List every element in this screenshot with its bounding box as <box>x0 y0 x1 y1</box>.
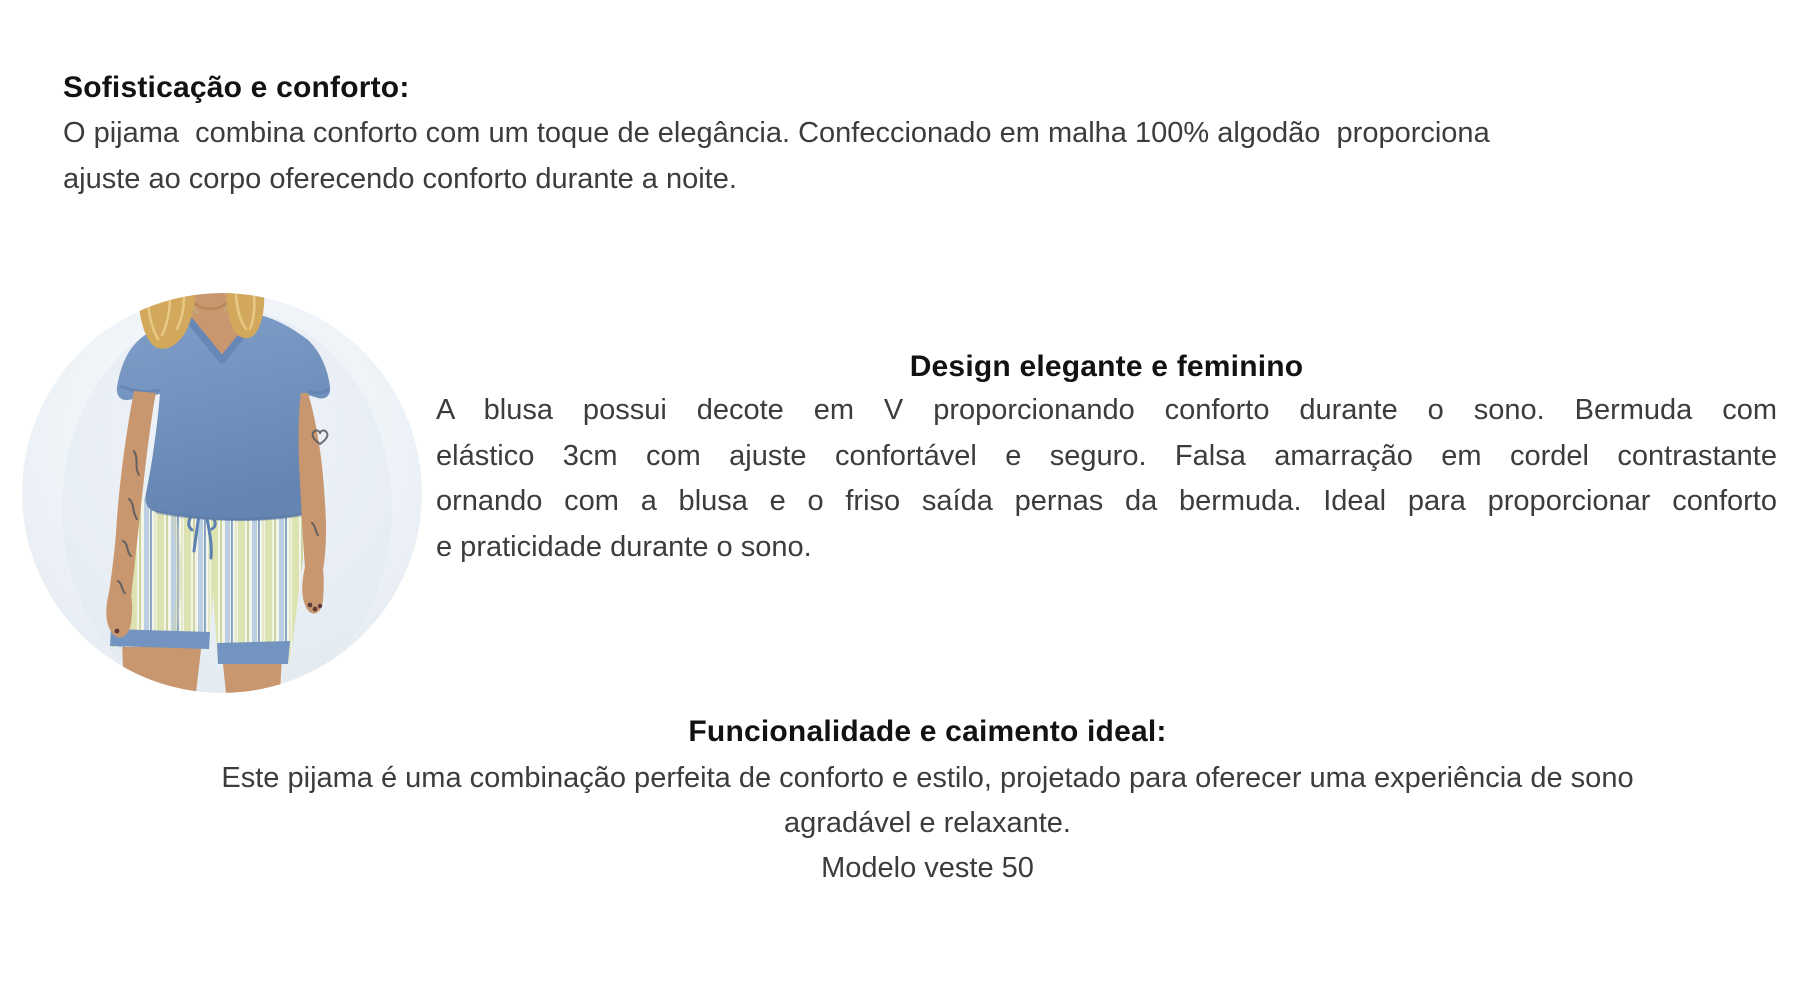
paragraph-line: e praticidade durante o sono. <box>436 530 812 563</box>
section-sofisticacao <box>63 70 1763 202</box>
section-heading-sofisticacao: Sofisticação e conforto: <box>63 71 410 104</box>
section-funcionalidade <box>55 714 1800 891</box>
product-image-circle <box>22 293 422 693</box>
section-body-funcionalidade <box>55 756 1800 891</box>
model-size-note: Modelo veste 50 <box>821 852 1034 884</box>
model-left-leg <box>122 641 202 693</box>
paragraph-line: Este pijama é uma combinação perfeita de conforto e estilo, projetado para oferecer uma experiência de sono <box>221 762 1634 794</box>
section-heading-funcionalidade: Funcionalidade e caimento ideal: <box>688 715 1167 748</box>
shorts-hem-right <box>217 641 290 664</box>
section-body-design <box>436 388 1777 570</box>
section-body-sofisticacao <box>63 110 1763 202</box>
model-photo <box>22 293 422 693</box>
paragraph-line: ajuste ao corpo oferecendo conforto durante a noite. <box>63 163 737 195</box>
paragraph-line: agradável e relaxante. <box>784 807 1071 839</box>
paragraph-line: A blusa possui decote em V proporcionando conforto durante o sono. Bermuda com <box>436 394 1777 426</box>
paragraph-line: O pijama combina conforto com um toque de elegância. Confeccionado em malha 100% algodão proporciona <box>63 117 1490 149</box>
section-design <box>436 349 1777 570</box>
paragraph-line: ornando com a blusa e o friso saída pernas da bermuda. Ideal para proporcionar conforto <box>436 485 1777 517</box>
section-heading-design: Design elegante e feminino <box>909 350 1304 383</box>
paragraph-line: elástico 3cm com ajuste confortável e seguro. Falsa amarração em cordel contrastante <box>436 439 1777 472</box>
